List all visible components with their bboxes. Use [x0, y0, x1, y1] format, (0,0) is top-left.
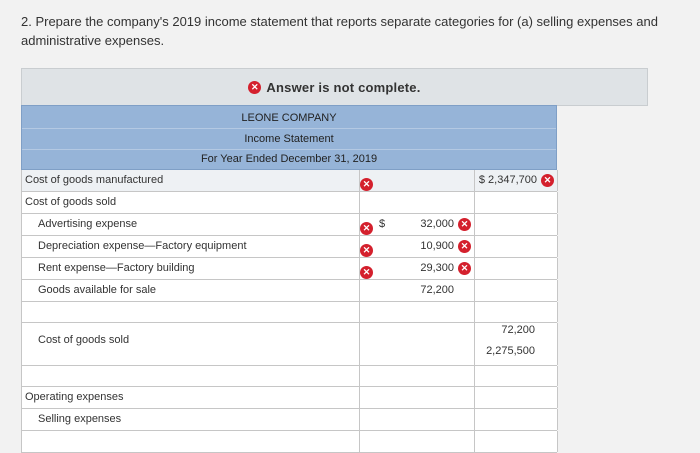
- dollar-sign: $: [379, 218, 386, 230]
- amount-input-right[interactable]: [475, 236, 558, 257]
- table-row: [21, 302, 557, 323]
- amount-input-right[interactable]: [475, 323, 558, 365]
- amount-input-right[interactable]: [475, 366, 558, 386]
- income-statement-table: [21, 105, 557, 453]
- question-line-1: 2. Prepare the company's 2019 income statement that reports separate categories for (a) selling expenses and: [21, 14, 658, 29]
- row-label-goods-available[interactable]: Goods available for sale: [38, 284, 157, 296]
- rent-amount: 29,300: [420, 262, 454, 274]
- amount-input-right[interactable]: [475, 409, 558, 430]
- row-label-cogs-total[interactable]: Cost of goods sold: [38, 334, 130, 346]
- x-circle-icon: ✕: [458, 262, 471, 275]
- statement-header: [21, 105, 557, 170]
- amount-input-mid[interactable]: [378, 302, 475, 322]
- table-row: [21, 192, 557, 214]
- x-circle-icon: ✕: [541, 174, 554, 187]
- company-name: LEONE COMPANY: [241, 112, 337, 124]
- x-circle-icon: ✕: [458, 240, 471, 253]
- amount-input-right[interactable]: [475, 280, 558, 301]
- row-label-cogm[interactable]: Cost of goods manufactured: [25, 174, 164, 186]
- x-circle-icon: ✕: [360, 240, 373, 258]
- x-circle-icon: ✕: [360, 218, 373, 236]
- answer-status-text: Answer is not complete.: [266, 79, 421, 95]
- amount-input-right[interactable]: [475, 214, 558, 235]
- amount-input-mid[interactable]: [378, 214, 475, 235]
- answer-status-banner: [21, 68, 648, 106]
- amount-input-mid[interactable]: [378, 258, 475, 279]
- table-row: [21, 214, 557, 236]
- question-text: [21, 12, 700, 50]
- statement-period: For Year Ended December 31, 2019: [200, 153, 378, 165]
- amount-input-right[interactable]: [475, 170, 558, 191]
- amount-input-right[interactable]: [475, 192, 558, 213]
- amount-input-right[interactable]: [475, 258, 558, 279]
- table-row: [21, 409, 557, 431]
- amount-input-mid[interactable]: [378, 387, 475, 408]
- table-row: [21, 366, 557, 387]
- amount-input-mid[interactable]: [378, 409, 475, 430]
- table-row: [21, 258, 557, 280]
- table-row: [21, 170, 557, 192]
- amount-input-mid[interactable]: [378, 366, 475, 386]
- cogm-amount: $ 2,347,700: [478, 174, 537, 186]
- amount-input-mid[interactable]: [378, 192, 475, 213]
- row-label-advertising[interactable]: Advertising expense: [38, 218, 138, 230]
- row-label-cogs-heading[interactable]: Cost of goods sold: [25, 196, 117, 208]
- statement-title: Income Statement: [244, 133, 334, 145]
- row-label-depreciation[interactable]: Depreciation expense—Factory equipment: [38, 240, 247, 252]
- gross-amount: 2,275,500: [486, 345, 535, 357]
- row-label-operating[interactable]: Operating expenses: [25, 391, 124, 403]
- table-row: [21, 387, 557, 409]
- amount-input-mid[interactable]: [378, 323, 475, 365]
- amount-input-mid[interactable]: [378, 170, 475, 191]
- table-row: [21, 323, 557, 366]
- table-row: [21, 431, 557, 453]
- x-circle-icon: ✕: [360, 174, 373, 192]
- x-circle-icon: ✕: [248, 81, 261, 94]
- row-label-rent[interactable]: Rent expense—Factory building: [38, 262, 195, 274]
- amount-input-right[interactable]: [475, 387, 558, 408]
- amount-input-right[interactable]: [475, 431, 558, 452]
- goods-available-amount: 72,200: [420, 284, 454, 296]
- amount-input-mid[interactable]: [378, 236, 475, 257]
- amount-input-right[interactable]: [475, 302, 558, 322]
- cogs-total-amount: 72,200: [501, 324, 535, 336]
- depreciation-amount: 10,900: [420, 240, 454, 252]
- x-circle-icon: ✕: [360, 262, 373, 280]
- advertising-amount: 32,000: [420, 218, 454, 230]
- amount-input-mid[interactable]: [378, 431, 475, 452]
- x-circle-icon: ✕: [458, 218, 471, 231]
- amount-input-mid[interactable]: [378, 280, 475, 301]
- question-line-2: administrative expenses.: [21, 33, 165, 48]
- row-label-selling[interactable]: Selling expenses: [38, 413, 122, 425]
- table-row: [21, 280, 557, 302]
- table-row: [21, 236, 557, 258]
